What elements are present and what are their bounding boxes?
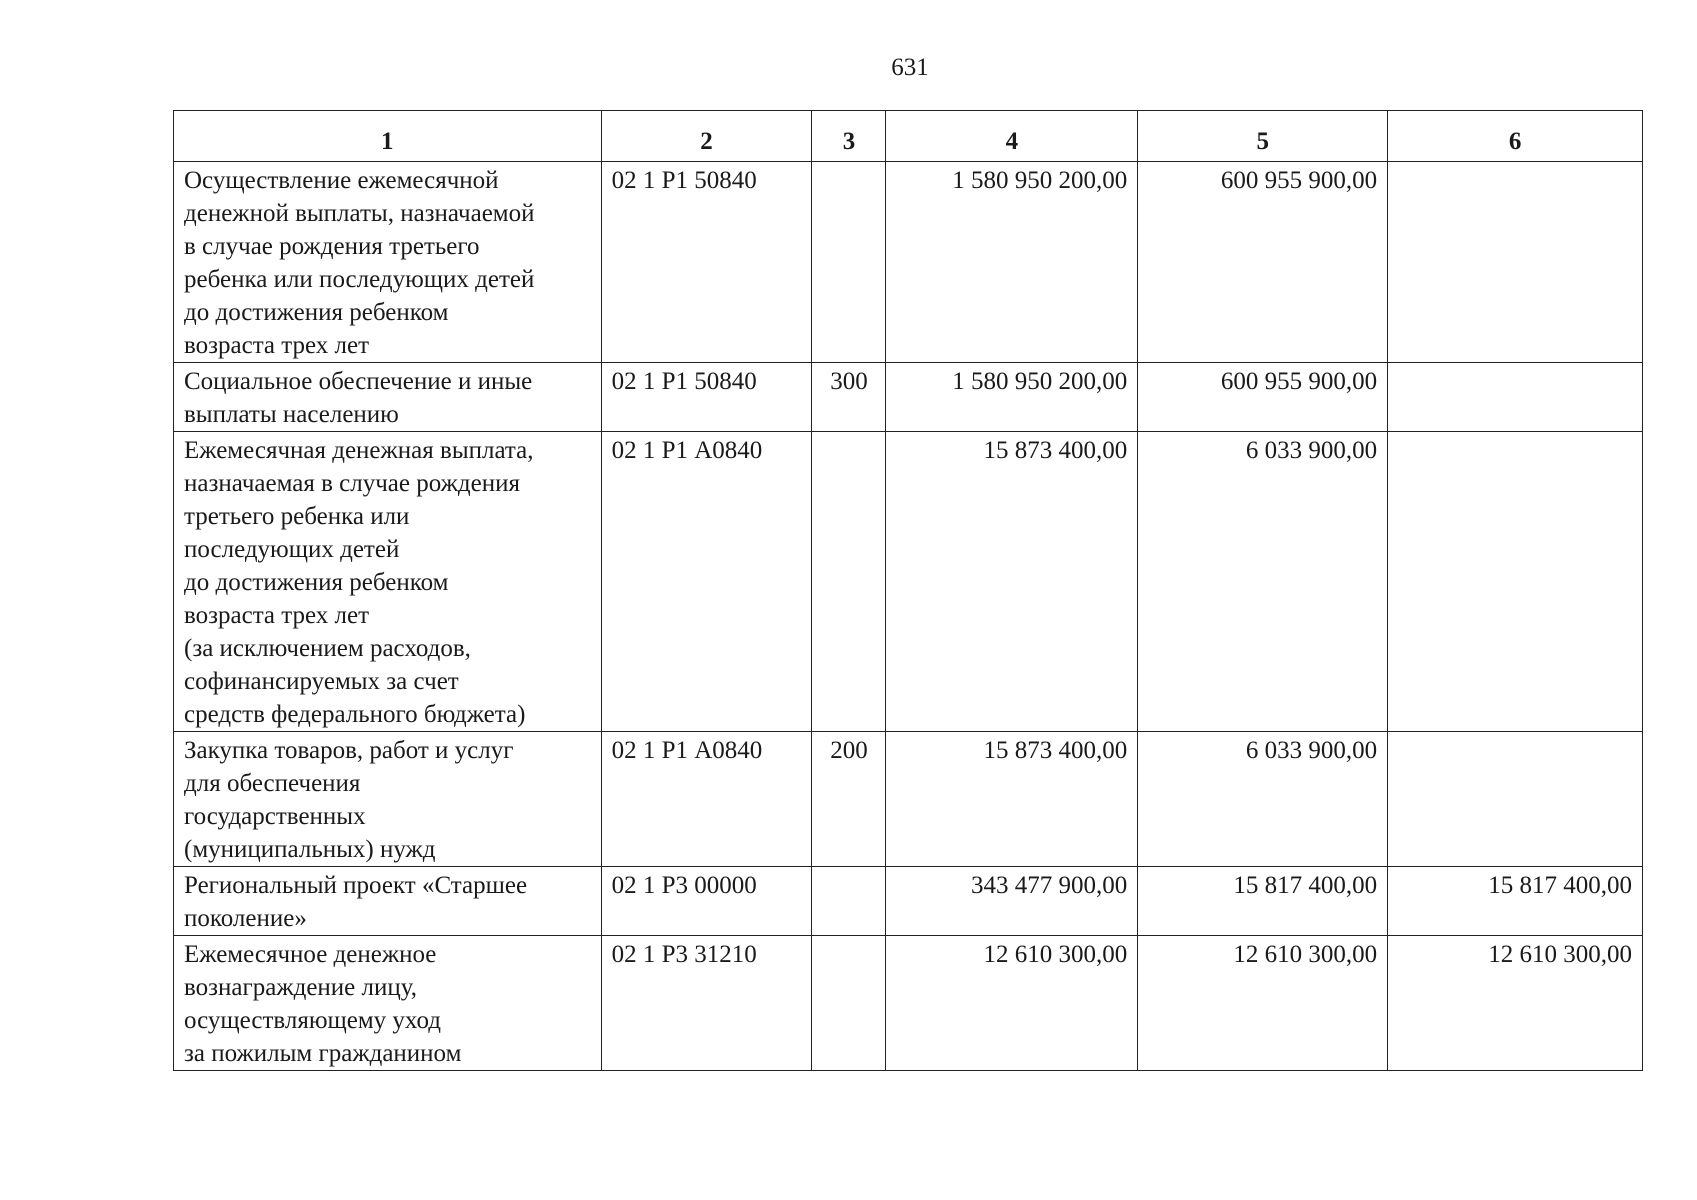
row-amount-col5: 600 955 900,00 bbox=[1138, 162, 1388, 363]
row-expense-type bbox=[812, 867, 886, 936]
row-expense-type: 300 bbox=[812, 363, 886, 432]
header-col-3: 3 bbox=[812, 111, 886, 162]
row-amount-col4: 12 610 300,00 bbox=[886, 936, 1138, 1071]
budget-table bbox=[173, 110, 1643, 1071]
header-col-5: 5 bbox=[1138, 111, 1388, 162]
row-code: 02 1 Р1 А0840 bbox=[601, 432, 812, 732]
row-name: Осуществление ежемесячной денежной выплаты, назначаемой в случае рождения третьего ребенка или последующих детей до достижения ребенком возраста трех лет bbox=[174, 162, 602, 363]
row-name: Социальное обеспечение и иные выплаты населению bbox=[174, 363, 602, 432]
row-amount-col4: 15 873 400,00 bbox=[886, 732, 1138, 867]
table-row bbox=[174, 732, 1643, 867]
row-amount-col6: 12 610 300,00 bbox=[1388, 936, 1643, 1071]
row-amount-col6: 15 817 400,00 bbox=[1388, 867, 1643, 936]
row-name: Региональный проект «Старшее поколение» bbox=[174, 867, 602, 936]
table-row bbox=[174, 363, 1643, 432]
row-amount-col4: 343 477 900,00 bbox=[886, 867, 1138, 936]
table-row bbox=[174, 162, 1643, 363]
row-expense-type bbox=[812, 432, 886, 732]
row-name: Ежемесячное денежное вознаграждение лицу, осуществляющему уход за пожилым гражданином bbox=[174, 936, 602, 1071]
row-amount-col5: 6 033 900,00 bbox=[1138, 732, 1388, 867]
row-code: 02 1 Р1 50840 bbox=[601, 363, 812, 432]
page-number: 631 bbox=[891, 54, 929, 81]
table-row bbox=[174, 936, 1643, 1071]
row-amount-col4: 15 873 400,00 bbox=[886, 432, 1138, 732]
row-expense-type bbox=[812, 936, 886, 1071]
row-name: Закупка товаров, работ и услуг для обеспечения государственных (муниципальных) нужд bbox=[174, 732, 602, 867]
header-col-4: 4 bbox=[886, 111, 1138, 162]
row-amount-col5: 15 817 400,00 bbox=[1138, 867, 1388, 936]
row-amount-col5: 600 955 900,00 bbox=[1138, 363, 1388, 432]
row-code: 02 1 Р1 А0840 bbox=[601, 732, 812, 867]
header-col-1: 1 bbox=[174, 111, 602, 162]
row-name: Ежемесячная денежная выплата, назначаемая в случае рождения третьего ребенка или последующих детей до достижения ребенком возраста трех лет (за исключением расходов, софинансируемых за счет средств федерального бюджета) bbox=[174, 432, 602, 732]
row-expense-type bbox=[812, 162, 886, 363]
row-amount-col6 bbox=[1388, 732, 1643, 867]
row-amount-col6 bbox=[1388, 363, 1643, 432]
row-amount-col5: 12 610 300,00 bbox=[1138, 936, 1388, 1071]
header-col-6: 6 bbox=[1388, 111, 1643, 162]
header-col-2: 2 bbox=[601, 111, 812, 162]
row-code: 02 1 Р3 00000 bbox=[601, 867, 812, 936]
row-amount-col4: 1 580 950 200,00 bbox=[886, 363, 1138, 432]
row-amount-col5: 6 033 900,00 bbox=[1138, 432, 1388, 732]
row-amount-col6 bbox=[1388, 162, 1643, 363]
row-expense-type: 200 bbox=[812, 732, 886, 867]
row-code: 02 1 Р3 31210 bbox=[601, 936, 812, 1071]
row-amount-col4: 1 580 950 200,00 bbox=[886, 162, 1138, 363]
header-row bbox=[174, 111, 1643, 162]
row-amount-col6 bbox=[1388, 432, 1643, 732]
table-row bbox=[174, 432, 1643, 732]
row-code: 02 1 Р1 50840 bbox=[601, 162, 812, 363]
table-row bbox=[174, 867, 1643, 936]
